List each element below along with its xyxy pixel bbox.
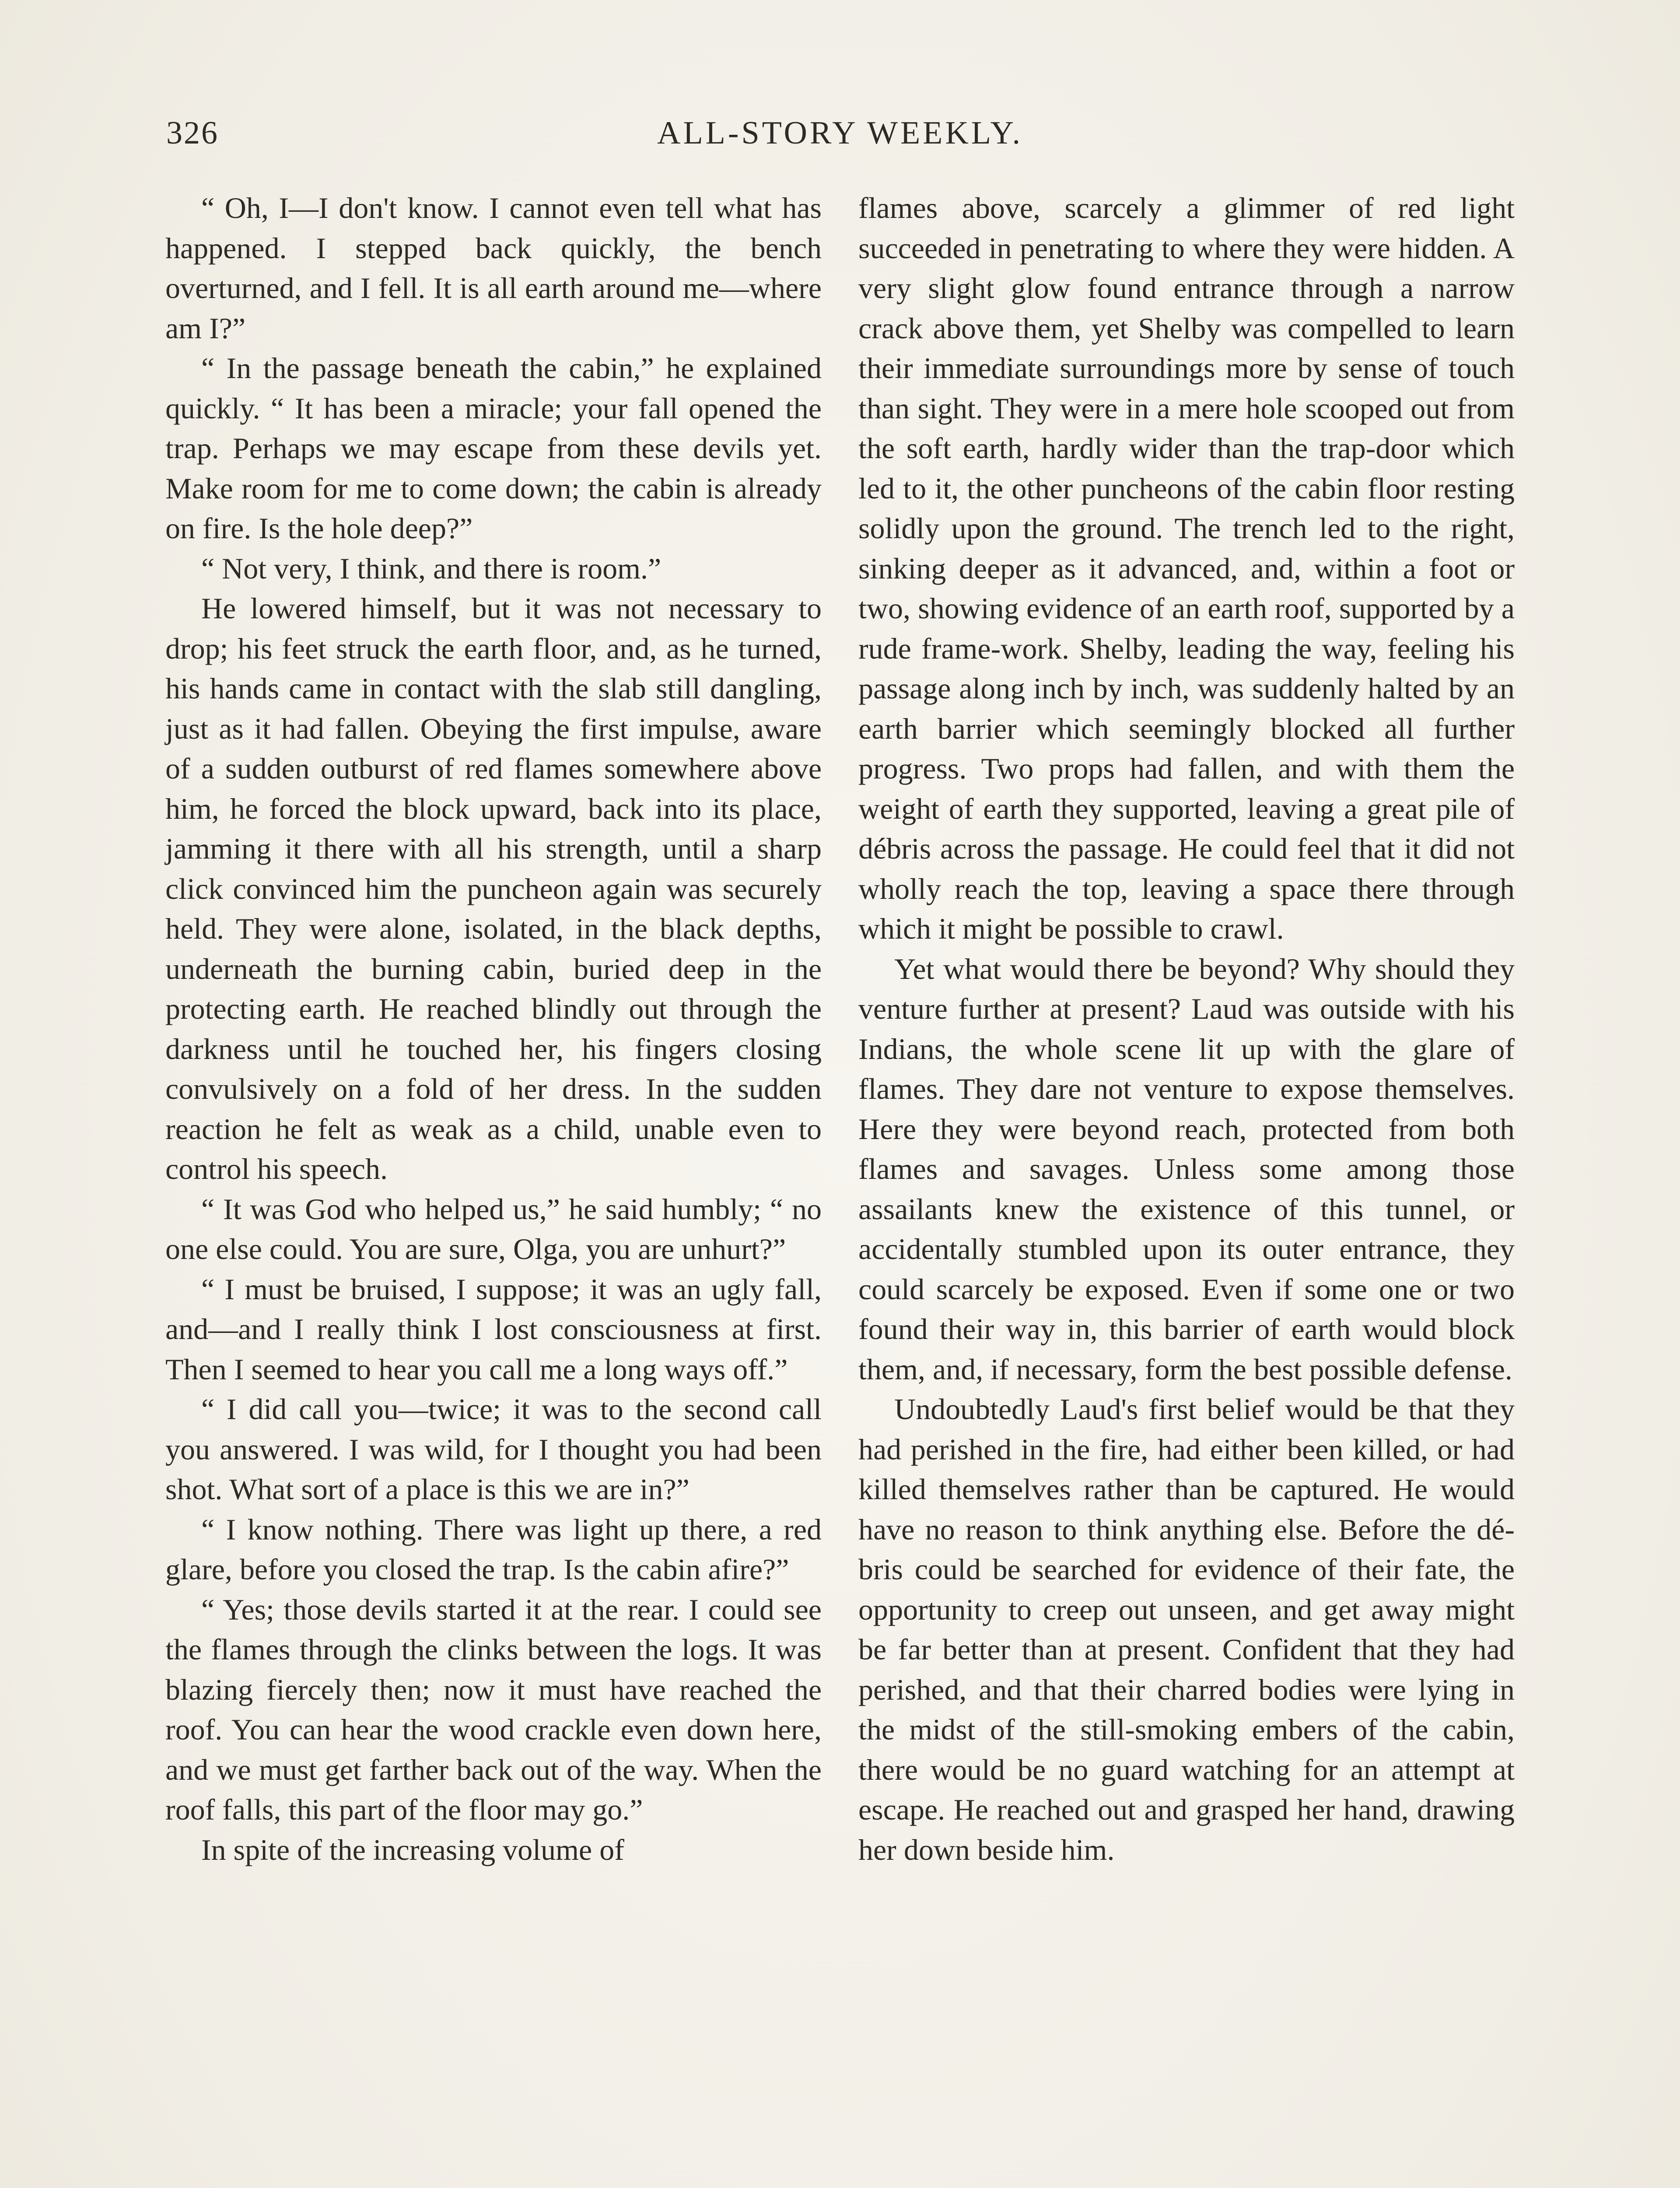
right-column — [858, 188, 1515, 1870]
paragraph: flames above, scarcely a glimmer of red light succeeded in penetrating to where they were hidden. A very slight glow found entrance through a narrow crack above them, yet Shelby was compelled to learn their immediate surroundings more by sense of touch than sight. They were in a mere hole scooped out from the soft earth, hardly wider than the trap-door which led to it, the other puncheons of the cabin floor resting solidly upon the ground. The trench led to the right, sinking deeper as it advanced, and, within a foot or two, showing evidence of an earth roof, supported by a rude frame-work. Shelby, leading the way, feeling his passage along inch by inch, was suddenly halted by an earth barrier which seemingly blocked all further progress. Two props had fallen, and with them the weight of earth they supported, leaving a great pile of débris across the passage. He could feel that it did not wholly reach the top, leaving a space there through which it might be possible to crawl. — [858, 191, 1515, 945]
left-column — [165, 188, 822, 1870]
paragraph: “ In the passage beneath the cabin,” he explained quickly. “ It has been a miracle; your fall opened the trap. Perhaps we may escape from these devils yet. Make room for me to come down; the cabin is already on fire. Is the hole deep?” — [165, 351, 822, 545]
paragraph: “ Yes; those devils started it at the rear. I could see the flames through the clinks between the logs. It was blazing fiercely then; now it must have reached the roof. You can hear the wood crackle even down here, and we must get farther back out of the way. When the roof falls, this part of the floor may go.” — [165, 1592, 822, 1826]
page-header — [166, 115, 1514, 158]
paragraph: “ Oh, I—I don't know. I cannot even tell what has happened. I stepped back quickly, the bench overturned, and I fell. It is all earth around me—where am I?” — [165, 191, 822, 345]
paragraph: “ I did call you—twice; it was to the second call you answered. I was wild, for I thought you had been shot. What sort of a place is this we are in?” — [165, 1392, 822, 1506]
paragraph: “ It was God who helped us,” he said humbly; “ no one else could. You are sure, Olga, you are unhurt?” — [165, 1192, 822, 1266]
paragraph: “ I know nothing. There was light up there, a red glare, before you closed the trap. Is the cabin afire?” — [165, 1512, 822, 1586]
paragraph: Undoubtedly Laud's first belief would be that they had perished in the fire, had either been killed, or had killed themselves rather than be captured. He would have no reason to think anything else. Before the débris could be searched for evidence of their fate, the opportunity to creep out unseen, and get away might be far better than at present. Confident that they had perished, and that their charred bodies were lying in the midst of the still-smoking embers of the cabin, there would be no guard watching for an attempt at escape. He reached out and grasped her hand, drawing her down beside him. — [858, 1392, 1515, 1866]
paragraph: In spite of the increasing volume of — [201, 1833, 624, 1866]
paragraph: “ Not very, I think, and there is room.” — [201, 551, 662, 585]
paragraph: He lowered himself, but it was not necessary to drop; his feet struck the earth floor, and, as he turned, his hands came in contact with the slab still dangling, just as it had fallen. Obeying the first impulse, aware of a sudden outburst of red flames somewhere above him, he forced the block upward, back into its place, jamming it there with all his strength, until a sharp click convinced him the puncheon again was securely held. They were alone, isolated, in the black depths, underneath the burning cabin, buried deep in the protecting earth. He reached blindly out through the darkness until he touched her, his fingers closing convulsively on a fold of her dress. In the sudden reaction he felt as weak as a child, unable even to control his speech. — [165, 592, 822, 1185]
paragraph: “ I must be bruised, I suppose; it was an ugly fall, and—and I really think I lost consciousness at first. Then I seemed to hear you call me a long ways off.” — [165, 1272, 822, 1386]
page-number: 326 — [166, 115, 219, 151]
running-head: ALL-STORY WEEKLY. — [657, 115, 1023, 151]
paragraph: Yet what would there be beyond? Why should they venture further at present? Laud was outside with his Indians, the whole scene lit up with the glare of flames. They dare not venture to expose themselves. Here they were beyond reach, protected from both flames and savages. Unless some among those assailants knew the existence of this tunnel, or accidentally stumbled upon its outer entrance, they could scarcely be exposed. Even if some one or two found their way in, this barrier of earth would block them, and, if necessary, form the best possible defense. — [858, 952, 1515, 1386]
